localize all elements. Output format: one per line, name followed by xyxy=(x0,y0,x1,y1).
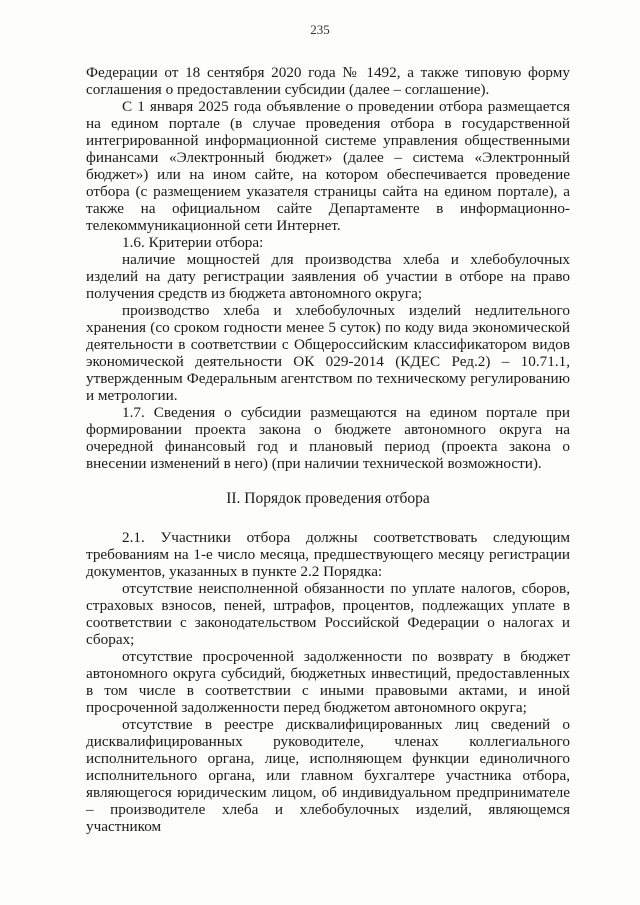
paragraph: 2.1. Участники отбора должны соответствовать следующим требованиям на 1-е число месяца, предшествующего месяцу регистрации документов, указанных в пункте 2.2 Порядка: xyxy=(86,529,570,580)
paragraph: отсутствие неисполненной обязанности по уплате налогов, сборов, страховых взносов, пеней, штрафов, процентов, подлежащих уплате в соответствии с законодательством Российской Федерации о налогах и сборах; xyxy=(86,580,570,648)
page-number: 235 xyxy=(310,22,330,37)
paragraph: производство хлеба и хлебобулочных изделий недлительного хранения (со сроком годности менее 5 суток) по коду вида экономической деятельности в соответствии с Общероссийским классификатором видов экономической деятельности ОК 029-2014 (КДЕС Ред.2) – 10.71.1, утвержденным Федеральным агентством по техническому регулированию и метрологии. xyxy=(86,302,570,404)
paragraph: 1.7. Сведения о субсидии размещаются на едином портале при формировании проекта закона о бюджете автономного округа на очередной финансовый год и плановый период (проекта закона о внесении изменений в него) (при наличии технической возможности). xyxy=(86,404,570,472)
paragraph: отсутствие в реестре дисквалифицированных лиц сведений о дисквалифицированных руководителе, членах коллегиального исполнительного органа, лице, исполняющем функции единоличного исполнительного органа, или главном бухгалтере участника отбора, являющегося юридическим лицом, об индивидуальном предпринимателе – производителе хлеба и хлебобулочных изделий, являющемся участником xyxy=(86,716,570,835)
section-heading: II. Порядок проведения отбора xyxy=(226,490,430,507)
paragraph: 1.6. Критерии отбора: xyxy=(122,234,264,251)
paragraph: наличие мощностей для производства хлеба и хлебобулочных изделий на дату регистрации заявления об участии в отборе на право получения средств из бюджета автономного округа; xyxy=(86,251,570,302)
paragraph: отсутствие просроченной задолженности по возврату в бюджет автономного округа субсидий, бюджетных инвестиций, предоставленных в том числе в соответствии с иными правовыми актами, и иной просроченной задолженности перед бюджетом автономного округа; xyxy=(86,648,570,716)
paragraph: С 1 января 2025 года объявление о проведении отбора размещается на едином портале (в случае проведения отбора в государственной интегрированной информационной системе управления общественными финансами «Электронный бюджет» (далее – система «Электронный бюджет») или на ином сайте, на котором обеспечивается проведение отбора (с размещением указателя страницы сайта на едином портале), а также на официальном сайте Департаменте в информационно-телекоммуникационной сети Интернет. xyxy=(86,98,570,234)
paragraph: Федерации от 18 сентября 2020 года № 1492, а также типовую форму соглашения о предоставлении субсидии (далее – соглашение). xyxy=(86,64,570,98)
document-body xyxy=(86,64,570,835)
